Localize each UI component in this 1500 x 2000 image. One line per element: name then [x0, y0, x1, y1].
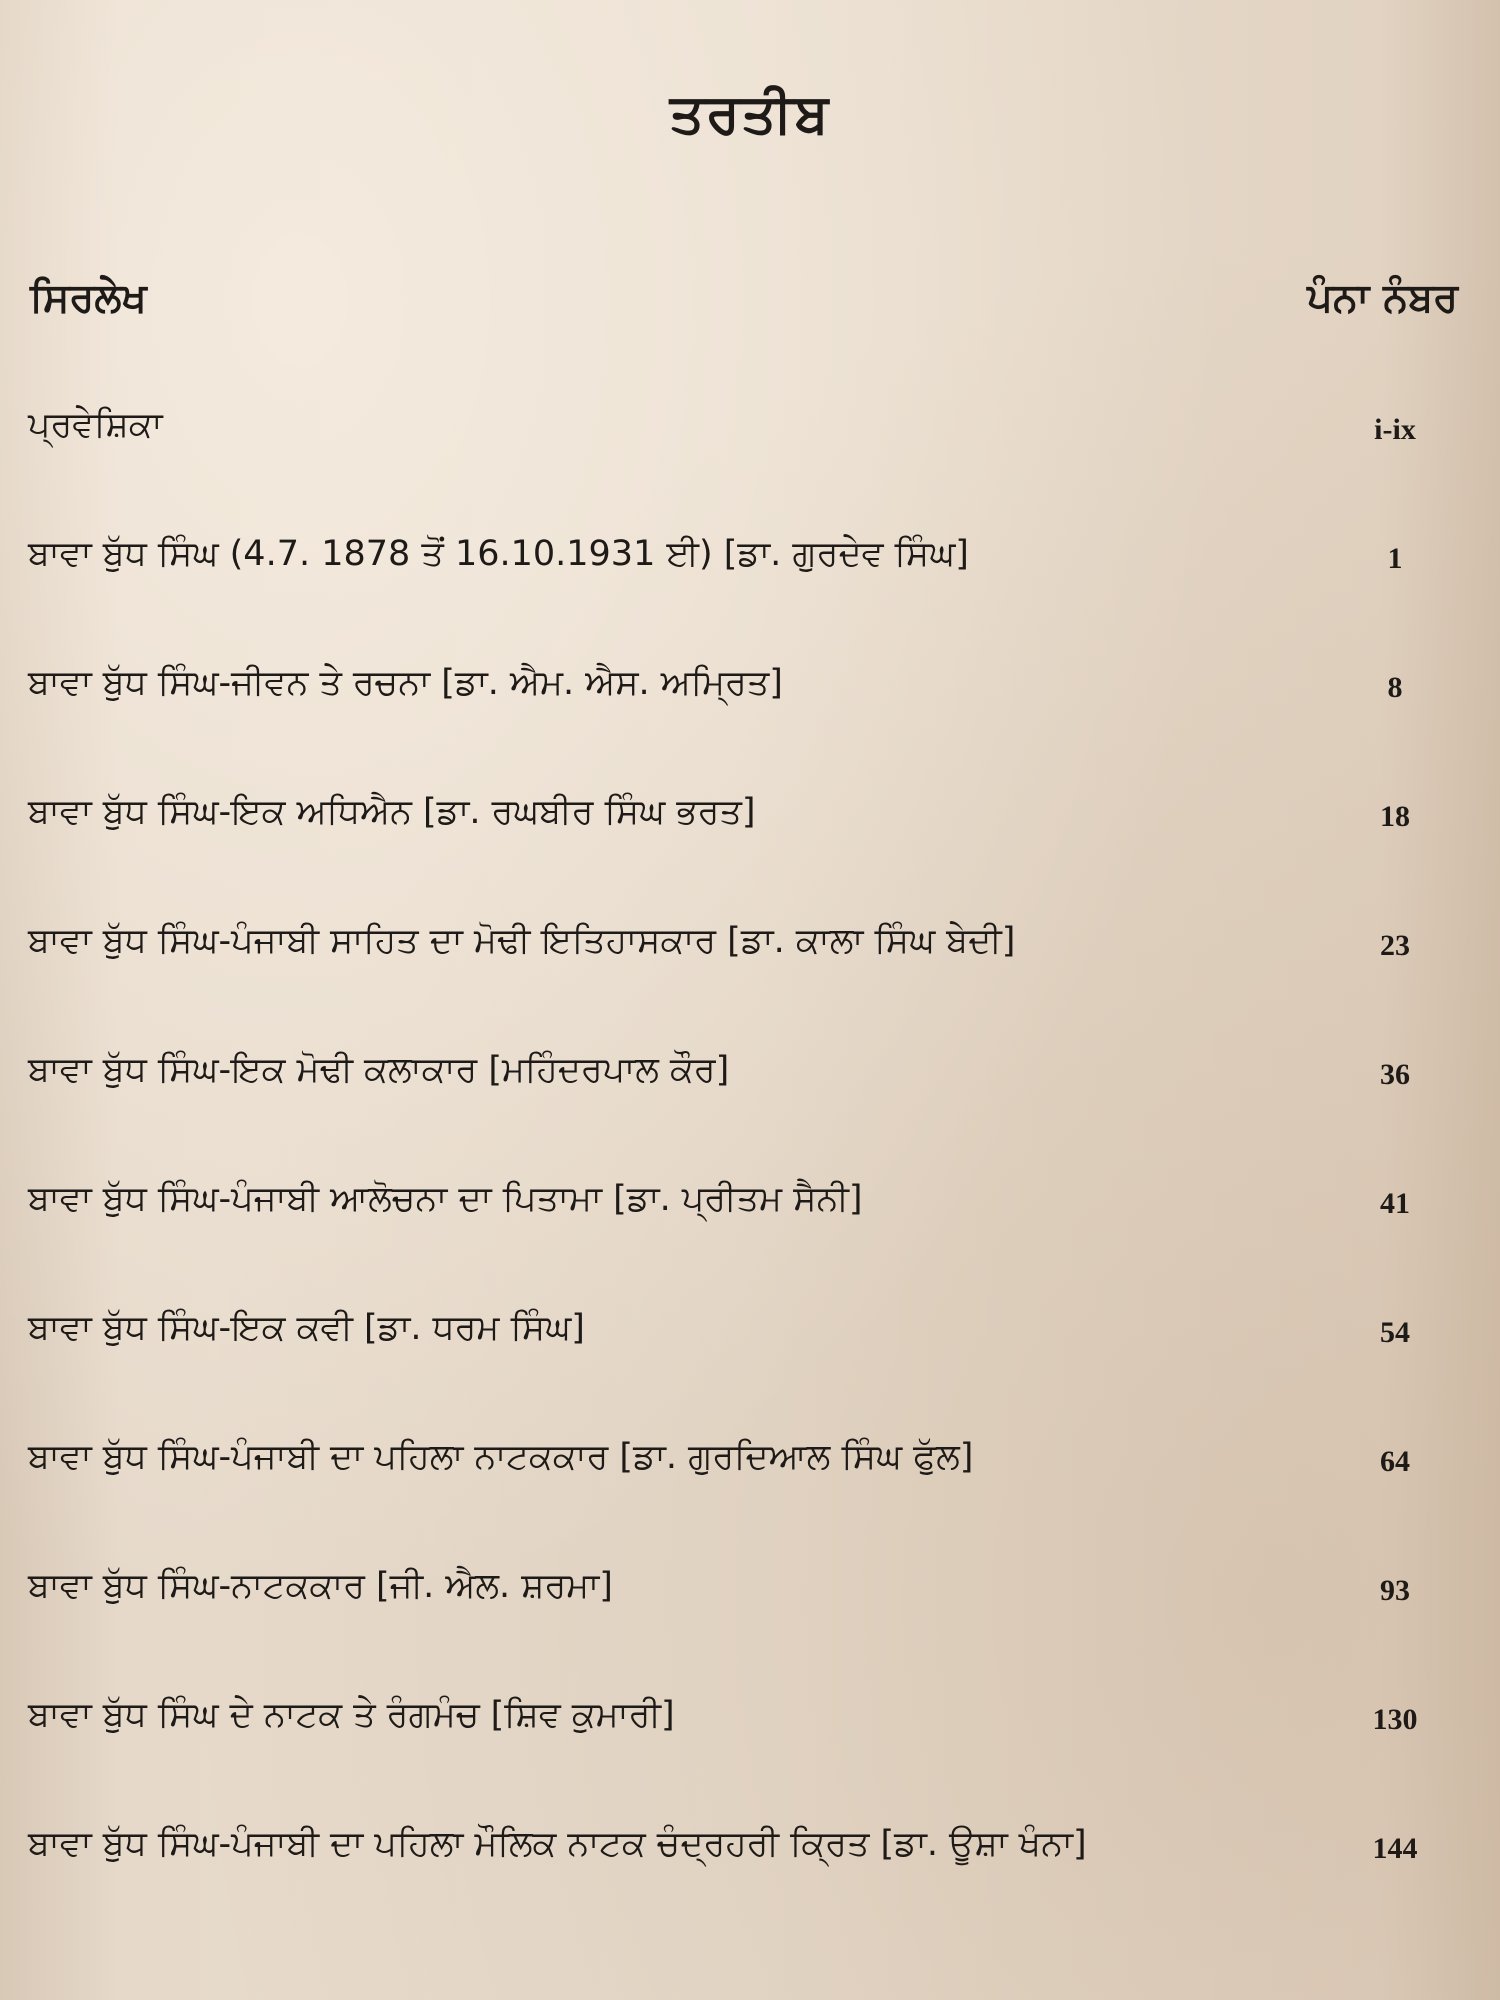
page-number-column-header: ਪੰਨਾ ਨੰਬਰ — [1307, 275, 1458, 321]
toc-entry-page: 8 — [1387, 671, 1403, 704]
toc-entry-title: ਬਾਵਾ ਬੁੱਧ ਸਿੰਘ ਦੇ ਨਾਟਕ ਤੇ ਰੰਗਮੰਚ [ਸ਼ਿਵ ਕੁਮਾਰੀ] — [28, 1695, 675, 1735]
toc-entry-title: ਬਾਵਾ ਬੁੱਧ ਸਿੰਘ-ਨਾਟਕਕਾਰ [ਜੀ. ਐਲ. ਸ਼ਰਮਾ] — [28, 1566, 613, 1606]
toc-entry-page: 41 — [1380, 1187, 1410, 1220]
toc-entry — [0, 1050, 1500, 1179]
toc-entry-page: 23 — [1380, 929, 1410, 962]
toc-entry — [0, 534, 1500, 663]
page-title: ਤਰਤੀਬ — [669, 82, 831, 145]
toc-entry-title: ਬਾਵਾ ਬੁੱਧ ਸਿੰਘ-ਪੰਜਾਬੀ ਦਾ ਪਹਿਲਾ ਨਾਟਕਕਾਰ [ਡਾ. ਗੁਰਦਿਆਲ ਸਿੰਘ ਫੁੱਲ] — [28, 1437, 974, 1477]
toc-entry-title: ਪ੍ਰਵੇਸ਼ਿਕਾ — [28, 405, 163, 445]
toc-entry-page: 36 — [1380, 1058, 1410, 1091]
toc-entry-title: ਬਾਵਾ ਬੁੱਧ ਸਿੰਘ-ਪੰਜਾਬੀ ਸਾਹਿਤ ਦਾ ਮੋਢੀ ਇਤਿਹਾਸਕਾਰ [ਡਾ. ਕਾਲਾ ਸਿੰਘ ਬੇਦੀ] — [28, 921, 1016, 961]
toc-entry — [0, 1695, 1500, 1824]
toc-entry-title: ਬਾਵਾ ਬੁੱਧ ਸਿੰਘ-ਜੀਵਨ ਤੇ ਰਚਨਾ [ਡਾ. ਐਮ. ਐਸ. ਅਮ੍ਰਿਤ] — [28, 663, 783, 703]
toc-entry — [0, 405, 1500, 534]
toc-entry-page: 93 — [1380, 1574, 1410, 1607]
toc-entry — [0, 792, 1500, 921]
toc-entry-page: 130 — [1372, 1703, 1418, 1736]
toc-entry-page: i-ix — [1374, 413, 1416, 446]
toc-entry-title: ਬਾਵਾ ਬੁੱਧ ਸਿੰਘ-ਪੰਜਾਬੀ ਦਾ ਪਹਿਲਾ ਮੌਲਿਕ ਨਾਟਕ ਚੰਦ੍ਰਹਰੀ ਕ੍ਰਿਤ [ਡਾ. ਊਸ਼ਾ ਖੰਨਾ] — [28, 1824, 1087, 1864]
toc-entry-page: 1 — [1387, 542, 1403, 575]
toc-entry-page: 54 — [1380, 1316, 1410, 1349]
toc-entry-page: 144 — [1372, 1832, 1418, 1865]
toc-entry-title: ਬਾਵਾ ਬੁੱਧ ਸਿੰਘ-ਇਕ ਮੋਢੀ ਕਲਾਕਾਰ [ਮਹਿੰਦਰਪਾਲ ਕੌਰ] — [28, 1050, 730, 1090]
toc-entry-title: ਬਾਵਾ ਬੁੱਧ ਸਿੰਘ-ਇਕ ਅਧਿਐਨ [ਡਾ. ਰਘਬੀਰ ਸਿੰਘ ਭਰਤ] — [28, 792, 756, 832]
toc-entry — [0, 1437, 1500, 1566]
toc-entry — [0, 663, 1500, 792]
table-of-contents — [0, 405, 1500, 1953]
toc-entry — [0, 921, 1500, 1050]
toc-entry-title: ਬਾਵਾ ਬੁੱਧ ਸਿੰਘ-ਪੰਜਾਬੀ ਆਲੋਚਨਾ ਦਾ ਪਿਤਾਮਾ [ਡਾ. ਪ੍ਰੀਤਮ ਸੈਨੀ] — [28, 1179, 863, 1219]
toc-entry — [0, 1179, 1500, 1308]
toc-entry-page: 64 — [1380, 1445, 1410, 1478]
toc-entry — [0, 1308, 1500, 1437]
toc-entry — [0, 1566, 1500, 1695]
toc-entry-page: 18 — [1380, 800, 1410, 833]
toc-entry-title: ਬਾਵਾ ਬੁੱਧ ਸਿੰਘ-ਇਕ ਕਵੀ [ਡਾ. ਧਰਮ ਸਿੰਘ] — [28, 1308, 585, 1348]
title-column-header: ਸਿਰਲੇਖ — [30, 275, 147, 321]
toc-entry-title: ਬਾਵਾ ਬੁੱਧ ਸਿੰਘ (4.7. 1878 ਤੋਂ 16.10.1931 ਈ) [ਡਾ. ਗੁਰਦੇਵ ਸਿੰਘ] — [28, 534, 969, 574]
toc-entry — [0, 1824, 1500, 1953]
